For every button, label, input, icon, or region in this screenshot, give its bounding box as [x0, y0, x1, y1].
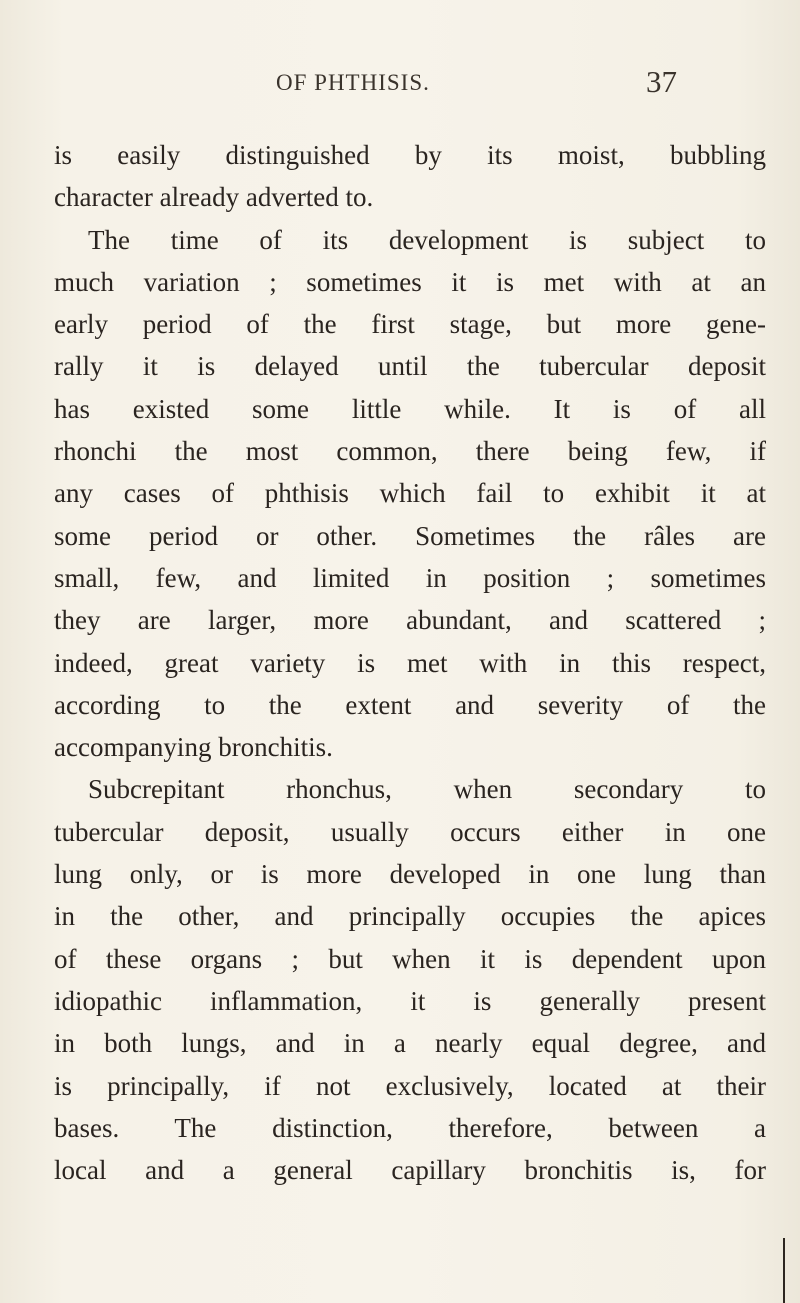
text-line: some period or other. Sometimes the râles are: [54, 520, 766, 551]
text-line: is easily distinguished by its moist, bubbling: [54, 140, 766, 170]
page-number: 37: [646, 64, 677, 99]
text-line: early period of the first stage, but more gene-: [54, 309, 766, 340]
text-line: lung only, or is more developed in one lung than: [54, 859, 766, 890]
text-line: any cases of phthisis which fail to exhibit it at: [54, 478, 766, 509]
text-line: Subcrepitant rhonchus, when secondary to: [88, 774, 766, 805]
text-line: is principally, if not exclusively, located at their: [54, 1070, 766, 1101]
text-line: The time of its development is subject to: [88, 224, 766, 255]
text-line: character already adverted to.: [54, 182, 374, 213]
text-line: accompanying bronchitis.: [54, 732, 333, 763]
text-line: much variation ; sometimes it is met with at an: [54, 266, 766, 297]
text-line: has existed some little while. It is of all: [54, 393, 766, 424]
body-text: [54, 134, 766, 1191]
text-line: indeed, great variety is met with in this respect,: [54, 647, 766, 678]
text-line: idiopathic inflammation, it is generally present: [54, 985, 766, 1016]
text-line: small, few, and limited in position ; sometimes: [54, 562, 766, 593]
text-line: in the other, and principally occupies the apices: [54, 901, 766, 932]
text-line: in both lungs, and in a nearly equal degree, and: [54, 1028, 766, 1059]
text-line: local and a general capillary bronchitis is, for: [54, 1155, 766, 1186]
running-title: OF PHTHISIS.: [276, 70, 430, 95]
text-line: they are larger, more abundant, and scattered ;: [54, 605, 766, 636]
text-line: bases. The distinction, therefore, between a: [54, 1112, 766, 1143]
running-head: [0, 64, 800, 104]
text-line: rally it is delayed until the tubercular deposit: [54, 351, 766, 382]
page-edge-mark: [783, 1238, 785, 1303]
text-line: rhonchi the most common, there being few, if: [54, 436, 766, 467]
text-line: according to the extent and severity of the: [54, 689, 766, 720]
text-line: of these organs ; but when it is dependent upon: [54, 943, 766, 974]
text-line: tubercular deposit, usually occurs either in one: [54, 816, 766, 847]
